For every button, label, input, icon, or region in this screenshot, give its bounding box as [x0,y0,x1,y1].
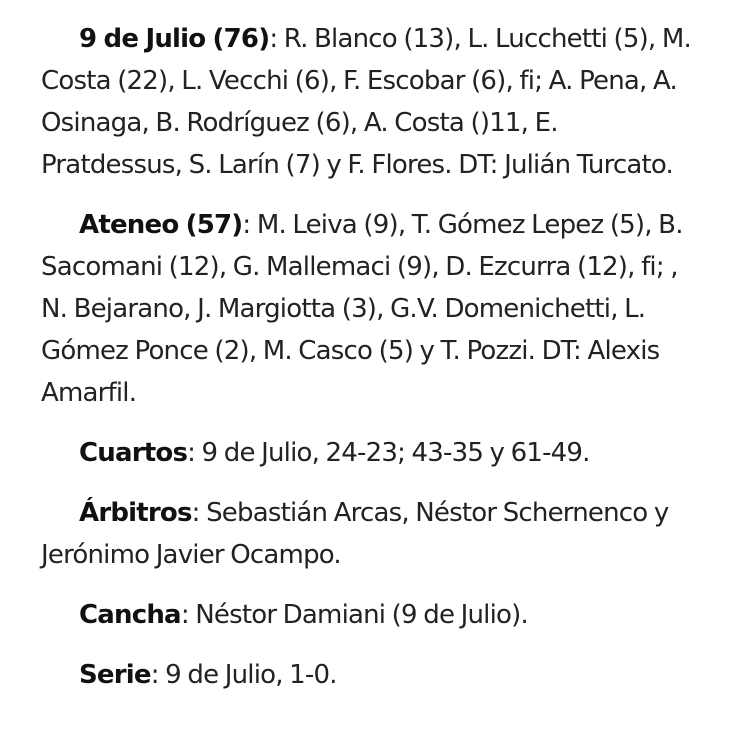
venue-text: : Néstor Damiani (9 de Julio). [180,600,528,630]
referees-heading: Árbitros [79,498,192,528]
team-9-de-julio-heading: 9 de Julio (76) [79,24,270,54]
series [41,654,691,696]
team-ateneo-lineup [41,204,691,414]
quarters-scores [41,432,691,474]
venue-heading: Cancha [79,600,181,630]
quarters-text: : 9 de Julio, 24-23; 43-35 y 61-49. [187,438,590,468]
series-text: : 9 de Julio, 1-0. [150,660,337,690]
match-report [41,18,691,714]
team-9-de-julio-lineup [41,18,691,186]
team-ateneo-players: : M. Leiva (9), T. Gómez Lepez (5), B. Sacomani (12), G. Mallemaci (9), D. Ezcurra (12), fi; , N. Bejarano, J. Margiotta (3), G.V. Domenichetti, L. Gómez Ponce (2), M. Casco (5) y T. Pozzi. DT: Alexis Amarfil. [41,210,683,408]
team-9-de-julio-players: : R. Blanco (13), L. Lucchetti (5), M. Costa (22), L. Vecchi (6), F. Escobar (6), fi; A. Pena, A. Osinaga, B. Rodríguez (6), A. Costa ()11, E. Pratdessus, S. Larín (7) y F. Flores. DT: Julián Turcato. [41,24,691,180]
venue [41,594,691,636]
team-ateneo-heading: Ateneo (57) [79,210,243,240]
quarters-heading: Cuartos [79,438,188,468]
series-heading: Serie [79,660,151,690]
referees-text: : Sebastián Arcas, Néstor Schernenco y Jerónimo Javier Ocampo. [41,498,669,570]
referees [41,492,691,576]
